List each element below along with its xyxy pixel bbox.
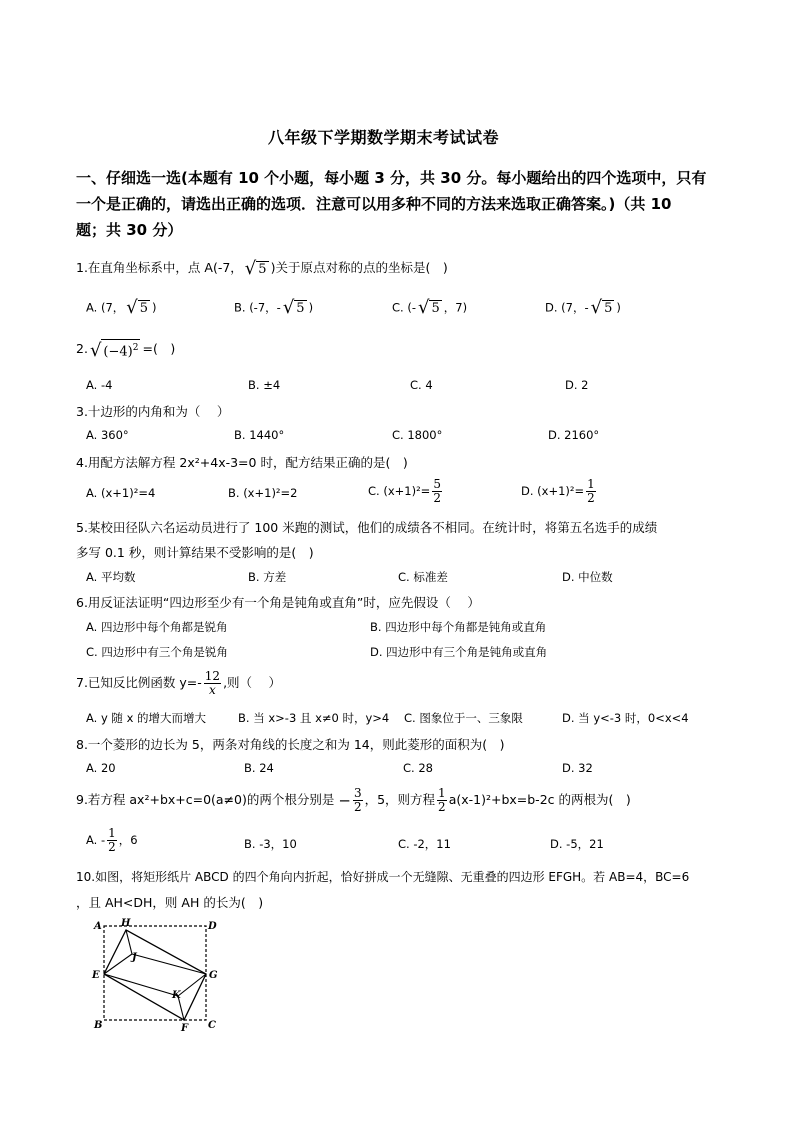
q8-option-b[interactable]: B. 24 bbox=[244, 761, 274, 775]
q1-b-text-b: ) bbox=[308, 300, 314, 315]
q4-d-denominator: 2 bbox=[587, 491, 595, 505]
q4-option-a[interactable]: A. (x+1)²=4 bbox=[86, 486, 156, 500]
q3-option-a[interactable]: A. 360° bbox=[86, 428, 129, 442]
question-3-stem: 3.十边形的内角和为（ ） bbox=[76, 404, 230, 419]
q7-option-b[interactable]: B. 当 x>-3 且 x≠0 时，y>4 bbox=[238, 711, 390, 725]
q9-option-c[interactable]: C. -2，11 bbox=[398, 837, 451, 851]
label-f: F bbox=[181, 1023, 189, 1034]
sqrt-symbol: √ $(-4)^2$ bbox=[89, 340, 139, 362]
q9-stem-text-c: a(x-1)²+bx=b-2c 的两根为( ) bbox=[448, 792, 631, 807]
label-c: C bbox=[208, 1020, 216, 1031]
q7-option-c[interactable]: C. 图象位于一、三象限 bbox=[404, 711, 523, 725]
q3-option-c[interactable]: C. 1800° bbox=[392, 428, 443, 442]
q2-option-b[interactable]: B. ±4 bbox=[248, 378, 281, 392]
q1-option-c[interactable] bbox=[392, 299, 467, 317]
fraction bbox=[204, 670, 221, 697]
fraction bbox=[107, 827, 117, 854]
section-line-2: 一个是正确的，请选出正确的选项．注意可以用多种不同的方法来选取正确答案。)（共 10 bbox=[76, 195, 672, 213]
q7-stem-text-b: ,则（ ） bbox=[223, 675, 282, 690]
q1-a-radicand: 5 bbox=[139, 301, 149, 316]
page-title: 八年级下学期数学期末考试试卷 bbox=[268, 128, 500, 147]
q6-option-b[interactable]: B. 四边形中每个角都是钝角或直角 bbox=[370, 620, 547, 634]
fraction bbox=[437, 787, 447, 814]
label-e: E bbox=[92, 970, 100, 981]
fraction bbox=[432, 478, 442, 505]
sqrt-symbol: √ 5 bbox=[282, 297, 305, 318]
sqrt-symbol: √ 5 bbox=[126, 297, 149, 318]
q2-number: 2. bbox=[76, 341, 88, 357]
q1-a-text: A. (7， bbox=[86, 300, 125, 315]
q7-stem-text-a: 7.已知反比例函数 y=- bbox=[76, 675, 202, 690]
q2-option-a[interactable]: A. -4 bbox=[86, 378, 113, 392]
label-a: A bbox=[94, 921, 102, 932]
question-4-stem: 4.用配方法解方程 2x²+4x-3=0 时，配方结果正确的是( ) bbox=[76, 455, 408, 470]
fold-line-ek bbox=[104, 974, 178, 996]
q7-denominator: x bbox=[209, 683, 216, 697]
q3-option-d[interactable]: D. 2160° bbox=[548, 428, 600, 442]
sqrt-symbol: √ 5 bbox=[417, 297, 440, 318]
question-10-stem-line-2: ，且 AH<DH，则 AH 的长为( ) bbox=[76, 895, 264, 910]
section-line-3: 题；共 30 分） bbox=[76, 221, 183, 239]
question-5-stem-line-1: 5.某校田径队六名运动员进行了 100 米跑的测试，他们的成绩各不相同。在统计时，将第五名选手的成绩 bbox=[76, 520, 658, 535]
q8-option-a[interactable]: A. 20 bbox=[86, 761, 116, 775]
q1-c-text: C. (- bbox=[392, 300, 416, 315]
fraction bbox=[353, 787, 363, 814]
q9-half-denominator: 2 bbox=[438, 800, 446, 814]
question-8-stem: 8.一个菱形的边长为 5，两条对角线的长度之和为 14，则此菱形的面积为( ) bbox=[76, 737, 505, 752]
section-line-1: 一、仔细选一选(本题有 10 个小题，每小题 3 分，共 30 分。每小题给出的四个选项中，只有 bbox=[76, 169, 707, 187]
q1-option-a[interactable] bbox=[86, 299, 157, 317]
q8-option-d[interactable]: D. 32 bbox=[562, 761, 593, 775]
q4-c-text: C. (x+1)²= bbox=[368, 484, 431, 498]
q6-option-d[interactable]: D. 四边形中有三个角是钝角或直角 bbox=[370, 645, 548, 659]
q4-option-b[interactable]: B. (x+1)²=2 bbox=[228, 486, 298, 500]
sqrt-symbol: √ 5 bbox=[244, 257, 267, 279]
q8-option-c[interactable]: C. 28 bbox=[403, 761, 433, 775]
q1-d-text: D. (7，- bbox=[545, 300, 589, 315]
q1-c-radicand: 5 bbox=[431, 301, 440, 316]
q7-option-a[interactable]: A. y 随 x 的增大而增大 bbox=[86, 711, 207, 725]
q9-stem-text-a: 9.若方程 ax²+bx+c=0(a≠0)的两个根分别是 bbox=[76, 792, 335, 807]
q4-c-numerator: 5 bbox=[433, 477, 441, 491]
q7-numerator: 12 bbox=[204, 669, 221, 683]
label-g: G bbox=[209, 970, 218, 981]
q4-c-denominator: 2 bbox=[433, 491, 441, 505]
fold-line-jg bbox=[132, 954, 206, 974]
question-9-stem bbox=[76, 787, 631, 814]
q6-option-c[interactable]: C. 四边形中有三个角是锐角 bbox=[86, 645, 228, 659]
q9-a-numerator: 1 bbox=[108, 826, 116, 840]
label-h: H bbox=[121, 918, 131, 929]
q2-radicand: (−4) bbox=[103, 344, 133, 360]
q9-option-b[interactable]: B. -3，10 bbox=[244, 837, 297, 851]
q4-option-c[interactable] bbox=[368, 478, 444, 505]
q5-option-c[interactable]: C. 标准差 bbox=[398, 570, 448, 584]
q9-half-numerator: 1 bbox=[438, 786, 446, 800]
q1-stem-text-b: )关于原点对称的点的坐标是( ) bbox=[270, 260, 448, 275]
question-6-stem: 6.用反证法证明“四边形至少有一个角是钝角或直角”时，应先假设（ ） bbox=[76, 595, 480, 610]
question-7-stem bbox=[76, 670, 281, 697]
label-k: K bbox=[172, 990, 181, 1001]
q7-option-d[interactable]: D. 当 y<-3 时，0<x<4 bbox=[562, 711, 689, 725]
q9-root-denominator: 2 bbox=[353, 800, 362, 814]
question-5-stem-line-2: 多写 0.1 秒，则计算结果不受影响的是( ) bbox=[76, 545, 314, 560]
question-10-stem-line-1: 10.如图，将矩形纸片 ABCD 的四个角向内折起，恰好拼成一个无缝隙、无重叠的四边形 EFGH。若 AB=4，BC=6 bbox=[76, 870, 690, 884]
fold-line-kg bbox=[178, 974, 206, 996]
q4-d-numerator: 1 bbox=[587, 477, 595, 491]
fold-line-ej bbox=[104, 954, 132, 974]
q2-option-d[interactable]: D. 2 bbox=[565, 378, 589, 392]
q9-option-d[interactable]: D. -5，21 bbox=[550, 837, 604, 851]
q1-d-text-b: ) bbox=[616, 300, 621, 315]
q9-a-text-b: ，6 bbox=[118, 833, 138, 847]
label-j: J bbox=[132, 952, 137, 963]
q2-option-c[interactable]: C. 4 bbox=[410, 378, 433, 392]
q9-a-denominator: 2 bbox=[108, 840, 116, 854]
q1-stem-text-a: 1.在直角坐标系中，点 A(-7， bbox=[76, 260, 243, 275]
q1-c-text-b: ，7) bbox=[443, 300, 468, 315]
rectangle-fold-figure bbox=[86, 918, 226, 1038]
q1-b-text: B. (-7，- bbox=[234, 300, 281, 315]
q9-stem-text-b: ，5，则方程 bbox=[364, 792, 436, 807]
q1-option-b[interactable] bbox=[234, 299, 313, 317]
q4-d-text: D. (x+1)²= bbox=[521, 484, 585, 498]
sqrt-symbol: √ 5 bbox=[590, 297, 613, 318]
q9-root-numerator: 3 bbox=[353, 786, 362, 800]
q9-option-a[interactable] bbox=[86, 827, 138, 854]
q5-option-b[interactable]: B. 方差 bbox=[248, 570, 287, 584]
label-d: D bbox=[208, 921, 217, 932]
q2-stem-text-b: =( ) bbox=[142, 341, 176, 357]
q6-option-a[interactable]: A. 四边形中每个角都是锐角 bbox=[86, 620, 228, 634]
q3-option-b[interactable]: B. 1440° bbox=[234, 428, 285, 442]
quadrilateral-efgh bbox=[104, 930, 206, 1020]
q1-b-radicand: 5 bbox=[296, 301, 305, 316]
fraction bbox=[586, 478, 596, 505]
q1-option-d[interactable] bbox=[545, 299, 621, 317]
label-b: B bbox=[94, 1020, 103, 1031]
q2-exponent: 2 bbox=[132, 343, 139, 353]
question-1-stem bbox=[76, 258, 448, 278]
fold-line-hj bbox=[126, 930, 132, 954]
q1-a-text-b: ) bbox=[152, 300, 157, 315]
q9-a-text: A. - bbox=[86, 833, 106, 847]
q4-option-d[interactable] bbox=[521, 478, 598, 505]
question-2-stem bbox=[76, 339, 175, 360]
q5-option-a[interactable]: A. 平均数 bbox=[86, 570, 136, 584]
q1-d-radicand: 5 bbox=[604, 301, 613, 316]
q1-radicand: 5 bbox=[258, 261, 267, 277]
minus-sign: − bbox=[338, 791, 351, 810]
q5-option-d[interactable]: D. 中位数 bbox=[562, 570, 613, 584]
